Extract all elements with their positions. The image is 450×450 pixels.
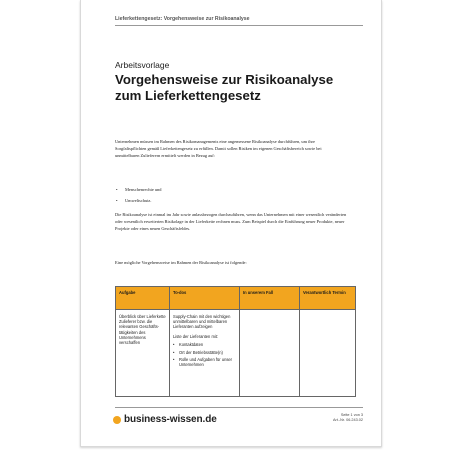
document-title: Vorgehensweise zur Risikoanalyse zum Lieferkettengesetz	[115, 72, 334, 103]
todo-item: Kontaktdaten	[179, 341, 204, 347]
header-divider	[115, 25, 363, 26]
bullet-icon: •	[116, 198, 118, 203]
column-header-task: Aufgabe	[116, 287, 170, 310]
table-row	[116, 310, 356, 397]
risk-analysis-paragraph: Die Risikoanalyse ist einmal im Jahr sowie anlassbezogen durchzuführen, wenn das Unternehmen mit einer wesentlich veränderten oder wesentlich erweiterten Risikolage in der Lieferkette rechnen muss. Zum Beispiel durch die Einführung neuer Produkte, neuer Projekte oder eines neuen Geschäftsfeldes.	[115, 212, 347, 232]
cell-task: Überblick über Lieferkette Zulieferer bzw. die relevanten Geschäfts- tätigkeiten des Unternehmens verschaffen	[116, 310, 170, 397]
list-item	[173, 357, 236, 367]
list-item	[115, 197, 347, 208]
cell-owner	[300, 310, 356, 397]
bullet-icon: •	[173, 357, 175, 363]
cell-case	[240, 310, 300, 397]
bullet-list	[115, 186, 347, 208]
procedure-table	[115, 286, 356, 397]
table-header-row	[116, 287, 356, 310]
brand-name: business-wissen.de	[124, 414, 217, 425]
table-lead-paragraph: Eine mögliche Vorgehensweise im Rahmen der Risikoanalyse ist folgende:	[115, 260, 247, 265]
brand-logo	[113, 414, 217, 425]
article-number: Art.-Nr. 06.243.02	[333, 418, 363, 422]
bullet-icon: •	[116, 187, 118, 192]
column-header-owner: Verantwortlich Termin	[300, 287, 356, 310]
todo-intro: Supply-Chain mit den wichtigen unmittelbaren und mittelbaren Lieferanten aufzeigen	[173, 314, 231, 330]
intro-paragraph: Unternehmen müssen im Rahmen des Risikomanagements eine angemessene Risikoanalyse durchführen, um ihre Sorgfaltspflichten gemäß Lieferkettengesetz zu erfüllen. Damit sollen Risiken im eigenen Geschäftsbereich sowie bei unmittelbaren Zulieferern ermittelt werden in Bezug auf:	[115, 139, 322, 159]
list-item	[173, 350, 236, 355]
logo-dot-icon	[113, 416, 121, 424]
bullet-icon: •	[173, 349, 175, 355]
document-type: Arbeitsvorlage	[115, 60, 170, 70]
column-header-todos: To-dos	[170, 287, 240, 310]
list-item-text: Umweltschutz.	[125, 198, 152, 203]
footer-divider	[115, 407, 363, 408]
todo-item: Rolle und Aufgaben für unser Unternehmen	[179, 357, 233, 368]
todo-list	[173, 342, 236, 368]
document-page	[80, 0, 382, 447]
list-item	[173, 342, 236, 347]
bullet-icon: •	[173, 341, 175, 347]
list-item	[115, 186, 347, 197]
list-item-text: Menschenrechte und	[125, 187, 162, 192]
page-number: Seite 1 von 3	[340, 413, 363, 417]
running-header: Lieferkettengesetz: Vorgehensweise zur Risikoanalyse	[115, 16, 250, 22]
cell-todos	[170, 310, 240, 397]
page-info	[333, 413, 363, 423]
todo-list-title: Liste der Lieferanten mit:	[173, 333, 219, 339]
body-text	[115, 138, 347, 266]
column-header-case: In unserem Fall	[240, 287, 300, 310]
todo-item: Ort der Betriebsstätte(n)	[179, 349, 223, 355]
